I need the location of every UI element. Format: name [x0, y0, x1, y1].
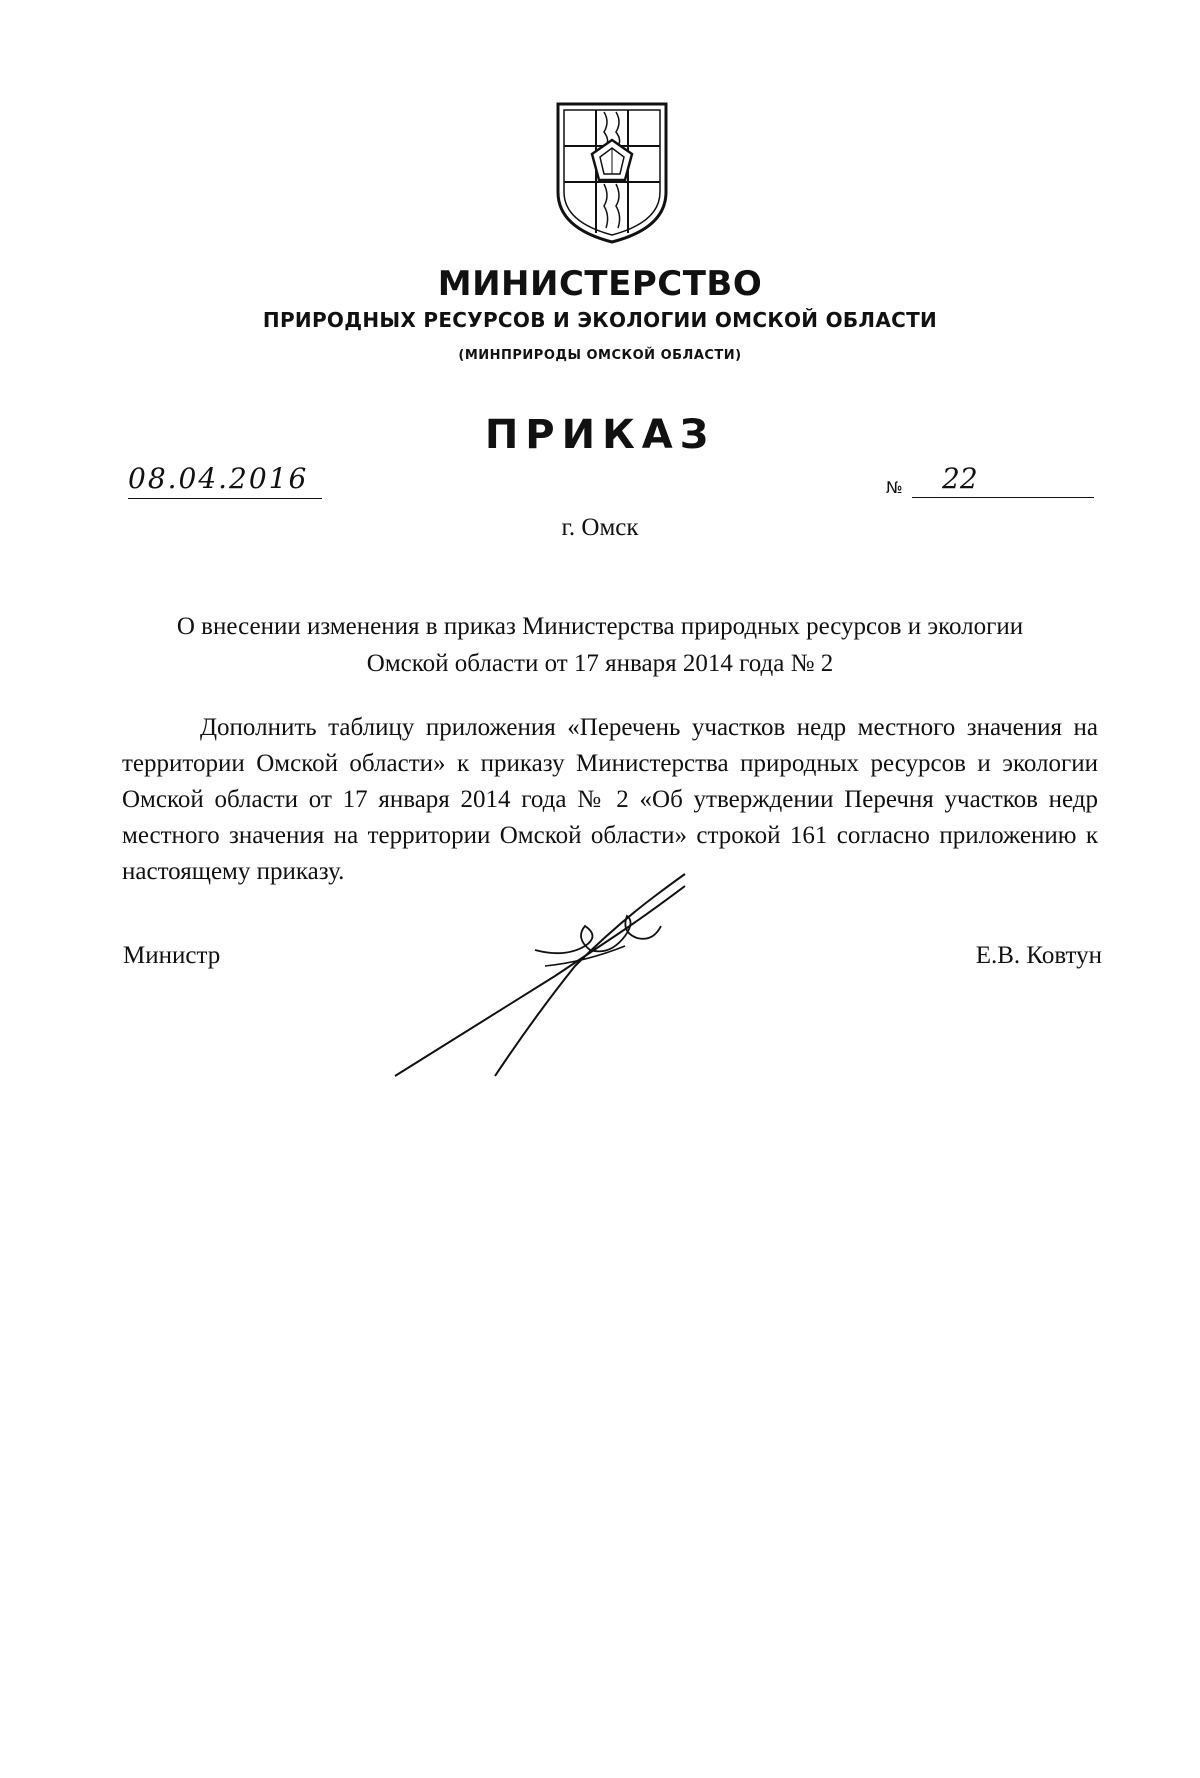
coat-of-arms-icon	[552, 100, 672, 246]
signatory-position: Министр	[123, 942, 221, 969]
document-date: 08.04.2016	[128, 462, 322, 499]
number-label: №	[886, 478, 903, 497]
ministry-title: МИНИСТЕРСТВО	[437, 264, 763, 304]
signatory-name: Е.В. Ковтун	[975, 942, 1102, 969]
ministry-subtitle: ПРИРОДНЫХ РЕСУРСОВ И ЭКОЛОГИИ ОМСКОЙ ОБЛАСТИ	[262, 308, 938, 332]
handwritten-signature-icon	[385, 866, 765, 1086]
document-type-heading: ПРИКАЗ	[484, 412, 716, 458]
document-city: г. Омск	[561, 514, 639, 541]
document-subject: О внесении изменения в приказ Министерства природных ресурсов и экологии Омской области от 17 января 2014 года № 2	[176, 613, 1024, 677]
ministry-short-name: (МИНПРИРОДЫ ОМСКОЙ ОБЛАСТИ)	[458, 348, 742, 363]
document-number: 22	[912, 462, 1094, 498]
document-body: Дополнить таблицу приложения «Перечень участков недр местного значения на территории Омской области» к приказу Министерства природных ресурсов и экологии Омской области от 17 января 2014 года № 2 «Об утверждении Перечня участков недр местного значения на территории Омской области» строкой 161 согласно приложению к настоящему приказу.	[122, 714, 1098, 885]
